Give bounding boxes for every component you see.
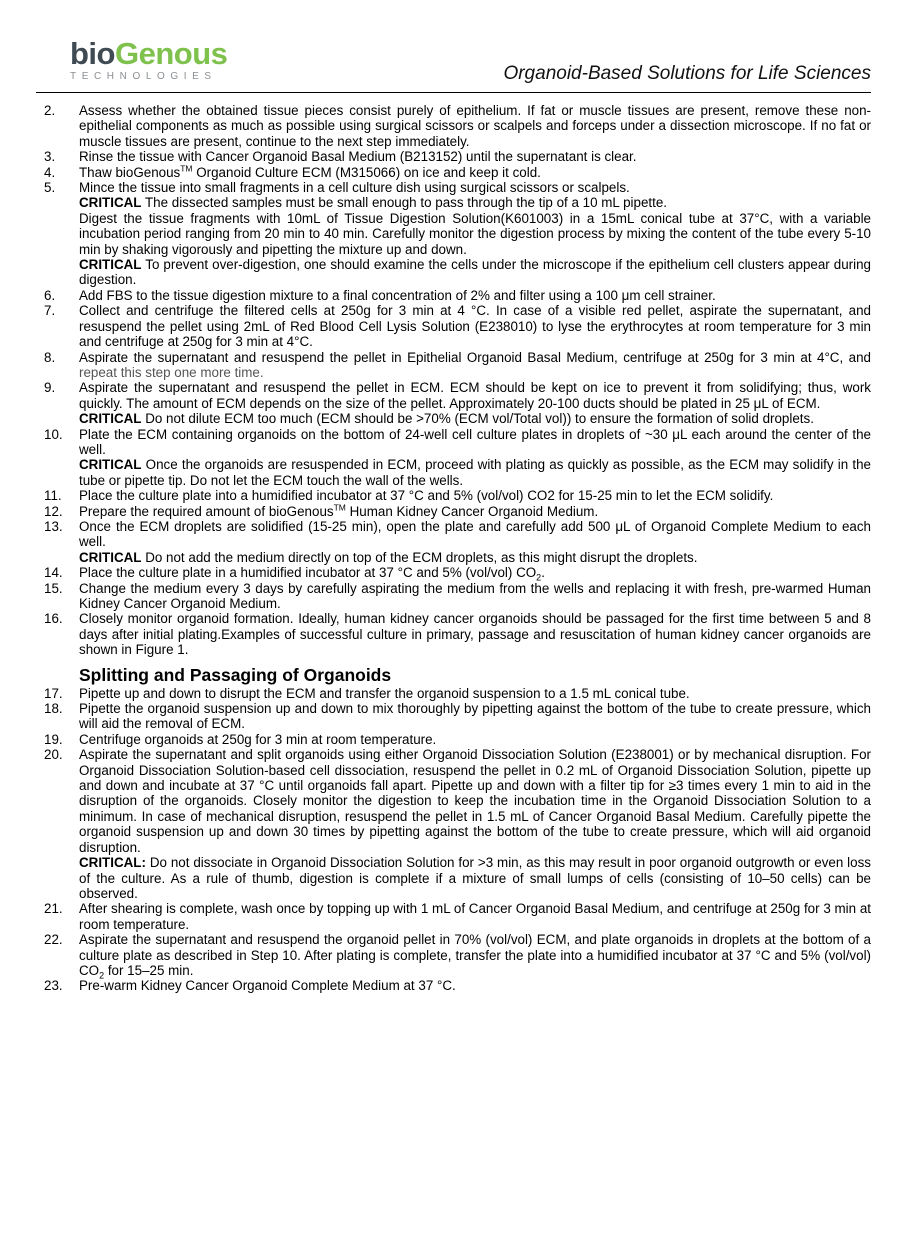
logo-subtitle: TECHNOLOGIES <box>70 71 217 82</box>
critical-label: CRITICAL <box>79 457 142 473</box>
subscript: 2 <box>536 572 542 583</box>
step-number: 13. <box>44 518 63 534</box>
step-number: 12. <box>44 503 63 519</box>
step-text: Rinse the tissue with Cancer Organoid Basal Medium (B213152) until the supernatant is clear. <box>79 149 637 165</box>
step-number: 21. <box>44 901 63 917</box>
step-number: 20. <box>44 747 63 763</box>
step-22 <box>0 932 903 981</box>
step-10 <box>0 427 903 458</box>
step-number: 5. <box>44 180 56 196</box>
step-text-pre: Place the culture plate in a humidified incubator at 37 °C and 5% (vol/vol) CO <box>79 565 537 581</box>
step-text: Mince the tissue into small fragments in a cell culture dish using surgical scissors or scalpels. <box>79 180 630 196</box>
step-5-digestion: Digest the tissue fragments with 10mL of Tissue Digestion Solution(K601003) in a 15mL conical tube at 37°C, with a variable incubation period ranging from 20 min to 40 min. Carefully monitor the digestion process by mixing the content of the tube every 5-10 min by shaking vigorously and pipetting the mixture up and down. <box>79 210 871 257</box>
step-23 <box>0 978 903 993</box>
step-text: After shearing is complete, wash once by topping up with 1 mL of Cancer Organoid Basal Medium, and centrifuge at 250g for 3 min at room temperature. <box>79 901 871 932</box>
step-number: 7. <box>44 303 56 319</box>
step-5 <box>0 180 903 195</box>
step-20-critical <box>0 855 903 901</box>
critical-label: CRITICAL <box>79 411 142 427</box>
step-6 <box>0 288 903 303</box>
step-number: 19. <box>44 731 63 747</box>
step-3 <box>0 149 903 164</box>
critical-label: CRITICAL: <box>79 855 146 871</box>
step-text: Aspirate the supernatant and resuspend the pellet in ECM. ECM should be kept on ice to prevent it from solidifying; thus, work quickly. The amount of ECM depends on the size of the pellet. Approximately 20-100 ducts should be plated in 25 μL of ECM. <box>79 380 871 411</box>
critical-label: CRITICAL <box>79 549 142 565</box>
step-13-critical <box>0 550 903 565</box>
step-number: 8. <box>44 349 56 365</box>
step-text-post: Human Kidney Cancer Organoid Medium. <box>345 503 599 519</box>
step-number: 22. <box>44 932 63 948</box>
step-number: 11. <box>44 488 62 504</box>
logo-genous: Genous <box>115 36 228 71</box>
step-text: Closely monitor organoid formation. Ideally, human kidney cancer organoids should be passaged for the first time between 5 and 8 days after initial plating.Examples of successful culture in primary, passage and resuscitation of human kidney cancer organoids are shown in Figure 1. <box>79 611 871 658</box>
step-text: Change the medium every 3 days by carefully aspirating the medium from the wells and replacing it with fresh, pre-warmed Human Kidney Cancer Organoid Medium. <box>79 580 871 611</box>
step-number: 2. <box>44 103 56 118</box>
step-12 <box>0 504 903 519</box>
step-text: Pipette the organoid suspension up and down to mix thoroughly by pipetting against the bottom of the tube to create pressure, which will aid the removal of ECM. <box>79 701 871 732</box>
step-number: 6. <box>44 287 56 303</box>
step-11 <box>0 488 903 503</box>
step-5-critical <box>0 195 903 210</box>
logo-bio: bio <box>70 36 115 71</box>
step-text-pre: Aspirate the supernatant and resuspend the organoid pellet in 70% (vol/vol) ECM, and plate organoids in droplets at the bottom of a culture plate as described in Step 10. After plating is complete, transfer the plate into a humidified incubator at 37 °C and 5% (vol/vol) CO <box>79 932 871 978</box>
step-19 <box>0 732 903 747</box>
step-text: Aspirate the supernatant and split organoids using either Organoid Dissociation Solution (E238001) or by mechanical disruption. For Organoid Dissociation Solution-based cell dissociation, resuspend the pellet in 0.2 mL of Organoid Dissociation Solution, pipette up and down and incubate at 37 °C until organoids fall apart. Pipette up and down with a filter tip for ≥3 times every 1 min to aid in the disruption of the organoids. Closely monitor the digestion to keep the incubation time in the Organoid Dissociation Solution to a minimum. In case of mechanical disruption, resuspend the pellet in 1.5 mL of Cancer Organoid Basal Medium. Carefully pipette the organoid suspension up and down 30 times by pipetting against the bottom of the tube to create pressure, which will aid organoid disruption. <box>79 747 871 855</box>
step-text: Collect and centrifuge the filtered cells at 250g for 3 min at 4 °C. In case of a visible red pellet, aspirate the supernatant, and resuspend the pellet using 2mL of Red Blood Cell Lysis Solution (E238010) to lyse the erythrocytes at room temperature for 3 min and centrifuge at 250g for 3 min at 4°C. <box>79 303 871 350</box>
step-text: Place the culture plate into a humidified incubator at 37 °C and 5% (vol/vol) CO2 for 15-25 min to let the ECM solidify. <box>79 488 774 504</box>
step-16 <box>0 611 903 657</box>
step-13 <box>0 519 903 550</box>
step-number: 17. <box>44 685 63 701</box>
step-4 <box>0 165 903 180</box>
step-text: Once the ECM droplets are solidified (15-25 min), open the plate and carefully add 500 μL of Organoid Complete Medium to each well. <box>79 518 871 550</box>
critical-text: Once the organoids are resuspended in ECM, proceed with plating as quickly as possible, as the ECM may solidify in the tube or pipette tip. Do not let the ECM touch the wall of the wells. <box>79 457 871 488</box>
step-text-pre: Thaw bioGenous <box>79 164 181 180</box>
biogenous-logo <box>70 38 227 82</box>
step-text: Centrifuge organoids at 250g for 3 min at room temperature. <box>79 731 437 747</box>
step-text-post: for 15–25 min. <box>104 962 194 978</box>
step-number: 3. <box>44 149 56 165</box>
critical-text: Do not dilute ECM too much (ECM should be >70% (ECM vol/Total vol)) to ensure the formation of solid droplets. <box>141 411 814 427</box>
header-tagline: Organoid-Based Solutions for Life Sciences <box>503 63 871 84</box>
step-9 <box>0 380 903 411</box>
step-number: 4. <box>44 164 56 180</box>
step-18 <box>0 701 903 732</box>
step-17 <box>0 686 903 701</box>
step-text-pre: Prepare the required amount of bioGenous <box>79 503 334 519</box>
protocol-body <box>0 103 903 994</box>
logo-wordmark <box>70 38 227 70</box>
step-21 <box>0 901 903 932</box>
step-10-critical <box>0 457 903 488</box>
critical-label: CRITICAL <box>79 257 142 273</box>
step-text: Pre-warm Kidney Cancer Organoid Complete Medium at 37 °C. <box>79 978 456 994</box>
critical-text: Do not dissociate in Organoid Dissociation Solution for >3 min, as this may result in poor organoid outgrowth or even loss of the culture. As a rule of thumb, digestion is complete if a mixture of small lumps of cells (consisting of 10–50 cells) can be observed. <box>79 855 871 901</box>
step-text: Add FBS to the tissue digestion mixture to a final concentration of 2% and filter using a 100 μm cell strainer. <box>79 287 716 303</box>
step-number: 10. <box>44 426 63 442</box>
subscript: 2 <box>99 970 105 981</box>
step-number: 23. <box>44 978 63 994</box>
step-text: Aspirate the supernatant and resuspend the pellet in Epithelial Organoid Basal Medium, centrifuge at 250g for 3 min at 4°C, and <box>79 349 871 365</box>
critical-label: CRITICAL <box>79 195 142 211</box>
step-5-critical-2 <box>0 257 903 288</box>
header-divider <box>36 92 871 93</box>
step-number: 14. <box>44 565 63 581</box>
step-number: 18. <box>44 701 63 717</box>
step-text-post: Organoid Culture ECM (M315066) on ice and keep it cold. <box>192 164 541 180</box>
step-14 <box>0 565 903 583</box>
step-7 <box>0 303 903 349</box>
step-9-critical <box>0 411 903 426</box>
step-text: Plate the ECM containing organoids on the bottom of 24-well cell culture plates in droplets of ~30 μL each around the center of the well. <box>79 426 871 457</box>
step-15 <box>0 581 903 612</box>
step-text-post: . <box>541 565 545 581</box>
critical-text: To prevent over-digestion, one should examine the cells under the microscope if the epithelium cell clusters appear during digestion. <box>79 257 871 288</box>
step-number: 16. <box>44 611 63 627</box>
trademark-superscript: TM <box>180 163 193 174</box>
step-text: Pipette up and down to disrupt the ECM and transfer the organoid suspension to a 1.5 mL conical tube. <box>79 685 690 701</box>
step-20 <box>0 747 903 855</box>
step-text-gray: repeat this step one more time. <box>79 364 264 380</box>
step-8 <box>0 350 903 381</box>
step-2 <box>0 103 903 149</box>
step-number: 15. <box>44 580 63 596</box>
critical-text: Do not add the medium directly on top of the ECM droplets, as this might disrupt the droplets. <box>141 549 698 565</box>
critical-text: The dissected samples must be small enough to pass through the tip of a 10 mL pipette. <box>141 195 668 211</box>
page-header <box>0 0 903 100</box>
step-text: Assess whether the obtained tissue pieces consist purely of epithelium. If fat or muscle tissues are present, remove these non-epithelial components as much as possible using surgical scissors or scalpels and forceps under a dissection microscope. If no fat or muscle tissues are present, continue to the next step immediately. <box>79 103 871 149</box>
step-number: 9. <box>44 380 56 396</box>
trademark-superscript: TM <box>333 502 346 513</box>
section-heading-splitting: Splitting and Passaging of Organoids <box>79 664 392 685</box>
